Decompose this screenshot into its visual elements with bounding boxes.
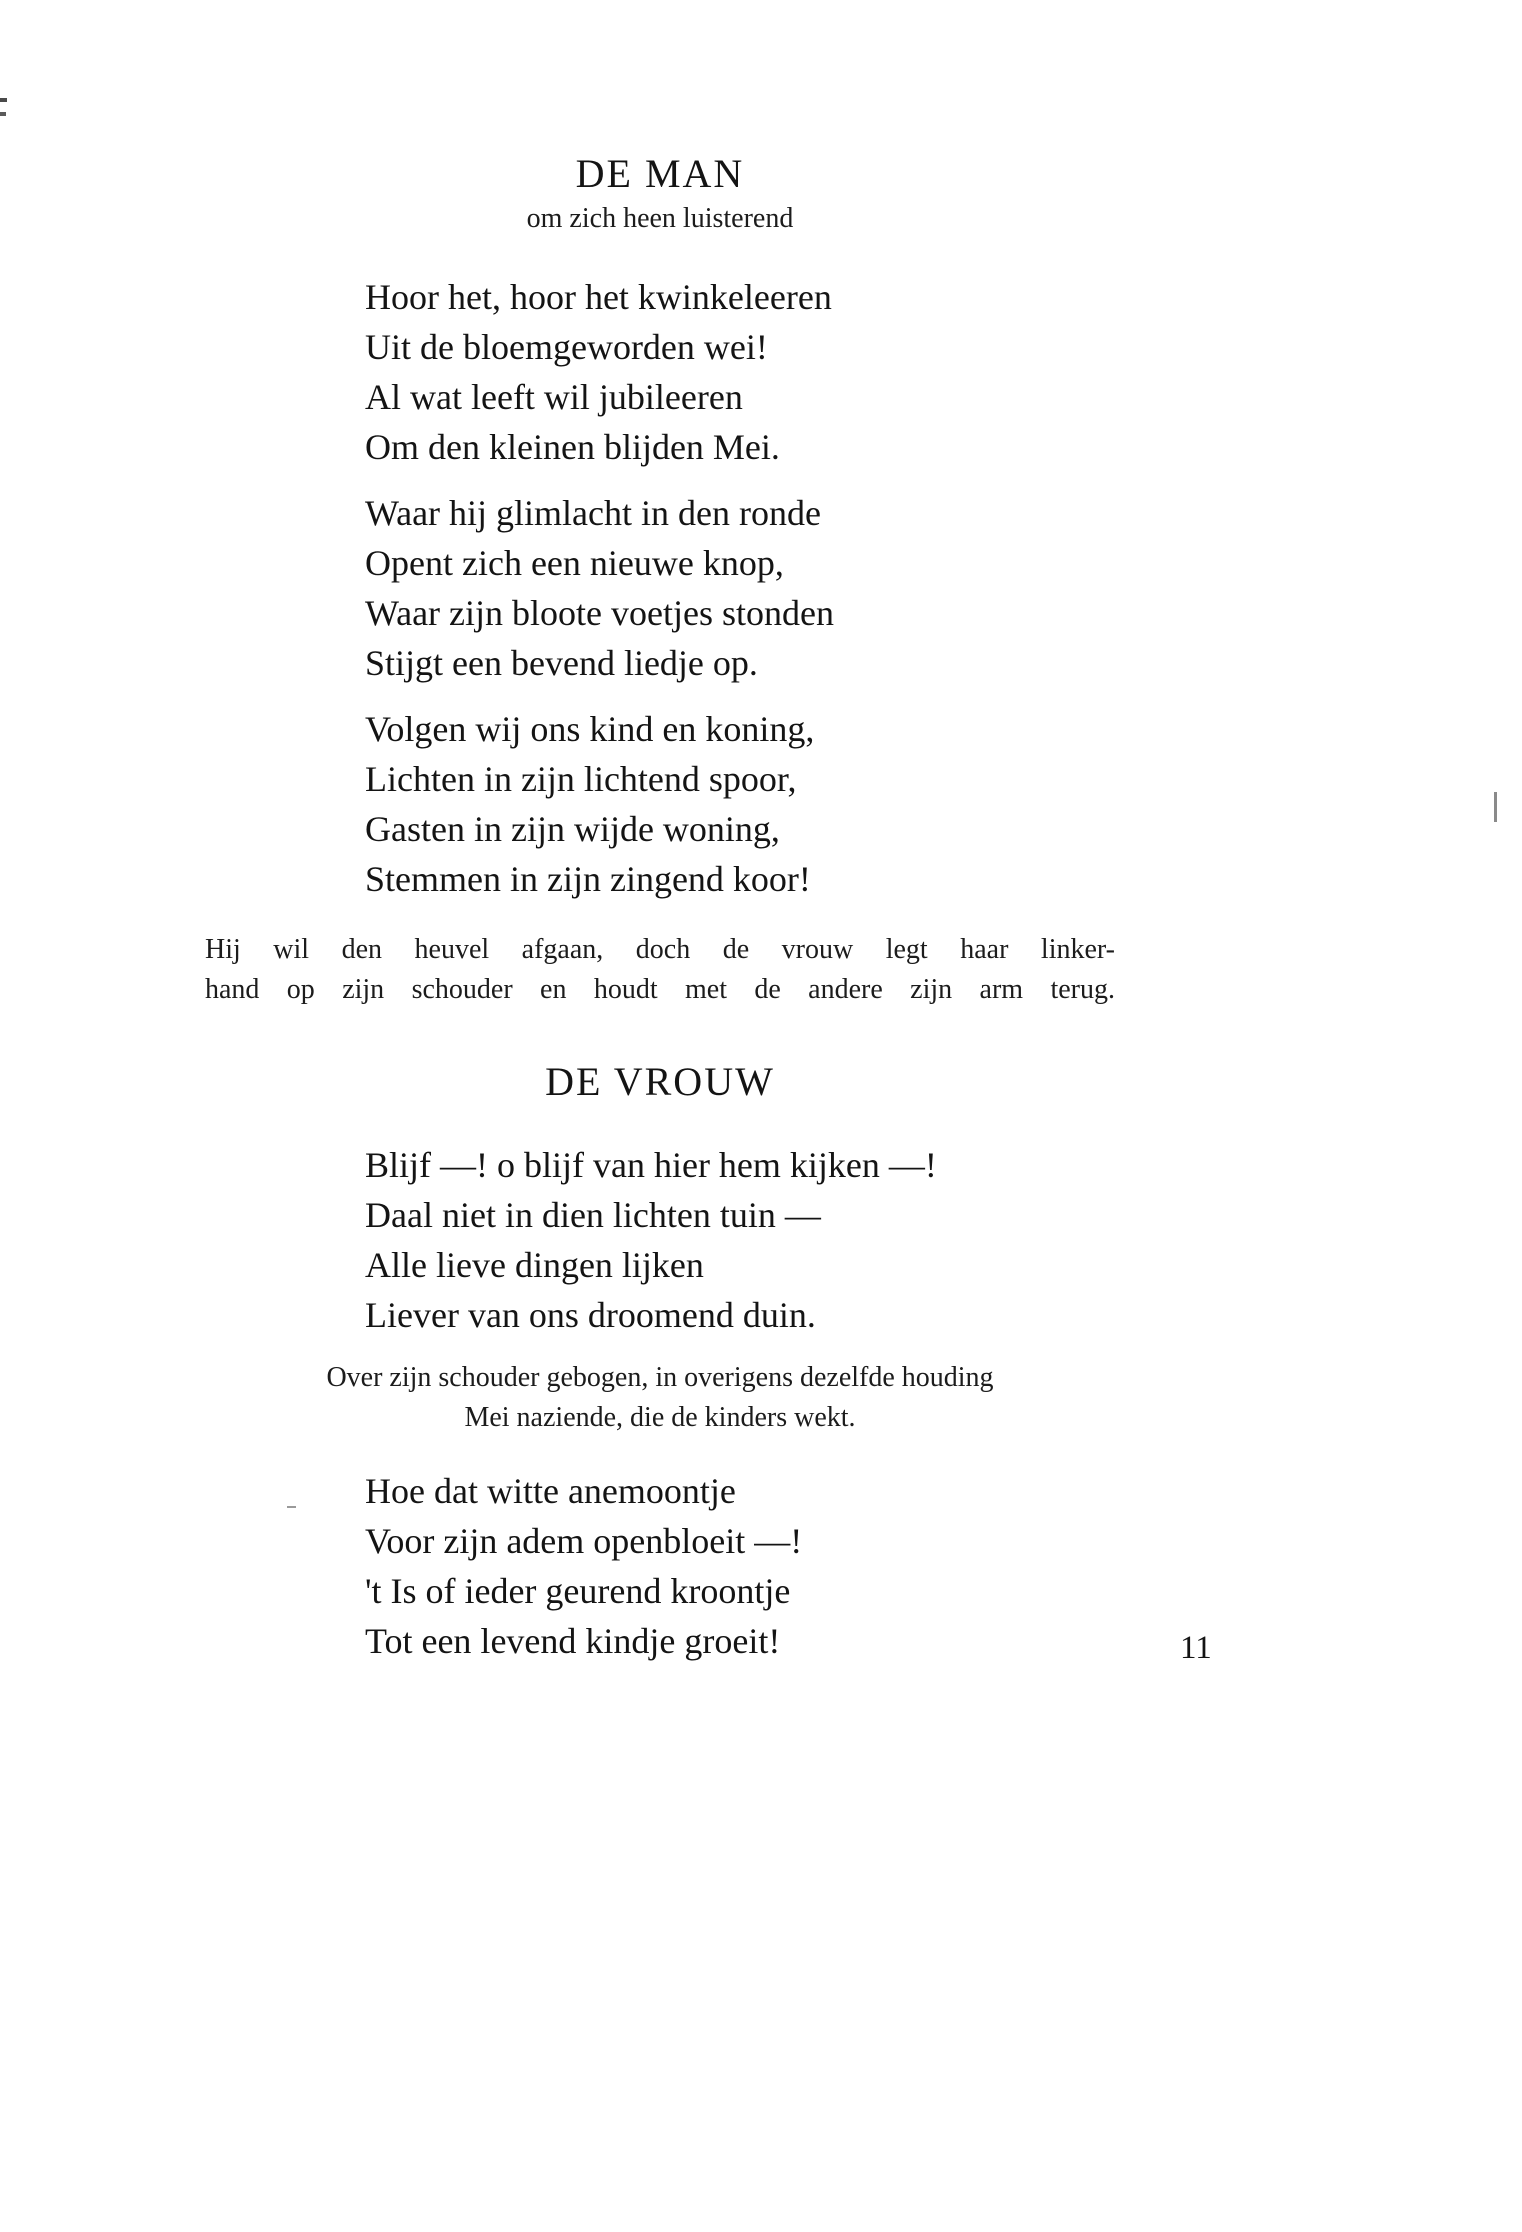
speaker-heading-vrouw: DE VROUW — [545, 1059, 775, 1104]
verse-line: Om den kleinen blijden Mei. — [365, 427, 780, 467]
stage-direction-vrouw — [205, 1358, 1115, 1438]
verse-line: Al wat leeft wil jubileeren — [365, 377, 743, 417]
stage-direction-line: Over zijn schouder gebogen, in overigens dezelfde houding — [326, 1362, 994, 1393]
verse-line: Hoor het, hoor het kwinkeleeren — [365, 277, 832, 317]
verse-line: Waar zijn bloote voetjes stonden — [365, 593, 834, 633]
verse-line: Opent zich een nieuwe knop, — [365, 543, 784, 583]
verses-vrouw-1 — [365, 1140, 1115, 1340]
scan-artifact-left-edge-2 — [0, 112, 6, 116]
verse-line: Gasten in zijn wijde woning, — [365, 809, 780, 849]
stanza-vrouw-1 — [365, 1140, 1115, 1340]
verse-line: Volgen wij ons kind en koning, — [365, 709, 815, 749]
verse-line: Tot een levend kindje groeit! — [365, 1621, 781, 1661]
stage-direction-line: hand op zijn schouder en houdt met de andere zijn arm terug. — [205, 974, 1115, 1005]
verse-line: Hoe dat witte anemoontje — [365, 1471, 736, 1511]
stage-direction-line: Mei naziende, die de kinders wekt. — [464, 1402, 856, 1433]
stanza-man-3 — [365, 704, 1115, 904]
verse-line: Voor zijn adem openbloeit —! — [365, 1521, 803, 1561]
verses-vrouw-2 — [365, 1466, 1115, 1666]
page-content — [205, 150, 1115, 1682]
verse-line: 't Is of ieder geurend kroontje — [365, 1571, 791, 1611]
speaker-heading-man: DE MAN — [575, 151, 745, 196]
verse-line: Stemmen in zijn zingend koor! — [365, 859, 811, 899]
verse-line: Blijf —! o blijf van hier hem kijken —! — [365, 1145, 937, 1185]
verse-line: Daal niet in dien lichten tuin — — [365, 1195, 821, 1235]
verse-line: Uit de bloemgeworden wei! — [365, 327, 768, 367]
verse-line: Waar hij glimlacht in den ronde — [365, 493, 821, 533]
stage-direction-line: Hij wil den heuvel afgaan, doch de vrouw legt haar linker- — [205, 934, 1115, 965]
stage-direction-interlude — [205, 930, 1115, 1010]
page-number: 11 — [1180, 1630, 1212, 1666]
verse-line: Alle lieve dingen lijken — [365, 1245, 704, 1285]
stanza-vrouw-2 — [365, 1466, 1115, 1666]
scan-artifact-right-edge — [1494, 792, 1497, 822]
verse-line: Liever van ons droomend duin. — [365, 1295, 816, 1335]
scan-artifact-left-edge — [0, 98, 7, 102]
stanza-man-2 — [365, 488, 1115, 688]
verse-line: Lichten in zijn lichtend spoor, — [365, 759, 797, 799]
stanza-man-1 — [365, 272, 1115, 472]
verse-line: Stijgt een bevend liedje op. — [365, 643, 758, 683]
verses-man — [365, 272, 1115, 904]
stage-direction-man: om zich heen luisterend — [526, 203, 794, 234]
